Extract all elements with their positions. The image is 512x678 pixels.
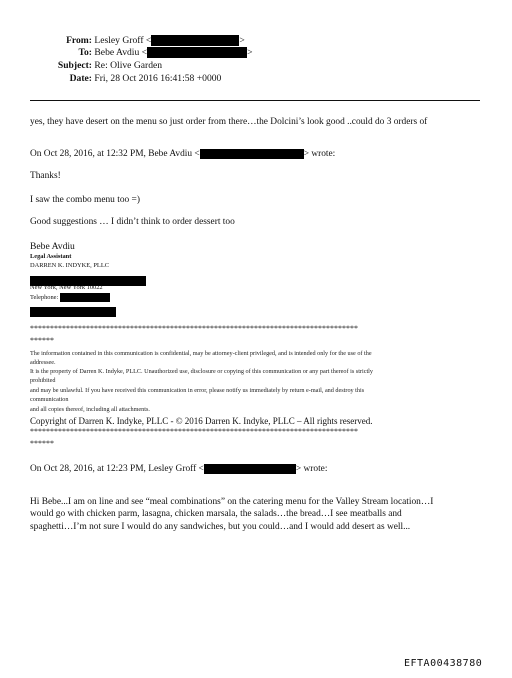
redaction-bar	[60, 293, 110, 302]
subject-value: Re: Olive Garden	[94, 60, 163, 71]
disclaimer-line-6: communication	[30, 396, 69, 403]
date-label: Date:	[69, 73, 92, 84]
signature-title: Legal Assistant	[30, 253, 72, 260]
from-label: From:	[66, 35, 92, 46]
redaction-bar	[151, 35, 239, 46]
attribution-suffix: > wrote:	[303, 149, 336, 159]
quote-1-attribution	[30, 148, 335, 160]
redaction-bar	[30, 303, 116, 321]
disclaimer-copyright: Copyright of Darren K. Indyke, PLLC - © 2016 Darren K. Indyke, PLLC – All rights reserved.	[30, 416, 373, 426]
attribution-prefix: On Oct 28, 2016, at 12:32 PM, Bebe Avdiu <	[30, 149, 200, 159]
to-value: Bebe Avdiu <	[94, 47, 148, 58]
disclaimer-line-3: It is the property of Darren K. Indyke, PLLC. Unauthorized use, disclosure or copying of this communication or any part thereof is strictly	[30, 368, 373, 375]
disclaimer-stars-short-bottom: ******	[30, 439, 54, 448]
quote-1-line-3: Good suggestions … I didn’t think to order dessert too	[30, 217, 235, 227]
disclaimer-line-5: and may be unlawful. If you have received this communication in error, please notify us immediately by return e-mail, and destroy this	[30, 387, 365, 394]
attribution-suffix: > wrote:	[295, 464, 328, 474]
signature-city: New York, New York 10022	[30, 284, 103, 291]
telephone-label: Telephone:	[30, 293, 59, 301]
to-label: To:	[78, 47, 92, 58]
header-subject-row	[30, 60, 162, 72]
redaction-bar	[147, 47, 247, 58]
document-id: EFTA00438780	[404, 658, 483, 669]
header-date-row	[30, 73, 221, 85]
quote-2-line-2: would go with chicken parm, lasagna, chicken marsala, the salads…the bread…I see meatballs and	[30, 509, 402, 519]
signature-name: Bebe Avdiu	[30, 241, 75, 252]
disclaimer-stars-bottom: **********************************************************************************	[30, 427, 358, 436]
quote-1-line-2: I saw the combo menu too =)	[30, 195, 140, 205]
header-divider	[30, 100, 480, 101]
from-value: Lesley Groff <	[94, 35, 152, 46]
subject-label: Subject:	[57, 60, 92, 71]
signature-firm: DARREN K. INDYKE, PLLC	[30, 262, 109, 269]
signature-telephone	[30, 293, 110, 303]
quote-2-line-3: spaghetti…I’m not sure I would do any sandwiches, but you could…and I would add desert as well...	[30, 522, 411, 532]
disclaimer-line-2: addressee.	[30, 359, 56, 366]
disclaimer-line-7: and all copies thereof, including all attachments.	[30, 406, 150, 413]
date-value: Fri, 28 Oct 2016 16:41:58 +0000	[94, 73, 222, 84]
redaction-bar	[204, 464, 296, 474]
from-close: >	[239, 35, 245, 46]
header-to-row	[30, 47, 253, 59]
attribution-prefix: On Oct 28, 2016, at 12:23 PM, Lesley Groff <	[30, 464, 204, 474]
quote-1-line-1: Thanks!	[30, 171, 61, 181]
header-from-row	[30, 35, 245, 47]
disclaimer-stars-top: **********************************************************************************	[30, 324, 358, 333]
to-close: >	[247, 47, 253, 58]
reply-text: yes, they have desert on the menu so just order from there…the Dolcini’s look good ..could do 3 orders of	[30, 117, 428, 127]
quote-2-line-1: Hi Bebe...I am on line and see “meal combinations” on the catering menu for the Valley Stream location…I	[30, 497, 434, 507]
quote-2-attribution	[30, 463, 327, 475]
disclaimer-line-1: The information contained in this communication is confidential, may be attorney-client privileged, and is intended only for the use of the	[30, 350, 372, 357]
disclaimer-stars-short: ******	[30, 336, 54, 345]
disclaimer-line-4: prohibited	[30, 377, 56, 384]
redaction-bar	[200, 149, 304, 159]
